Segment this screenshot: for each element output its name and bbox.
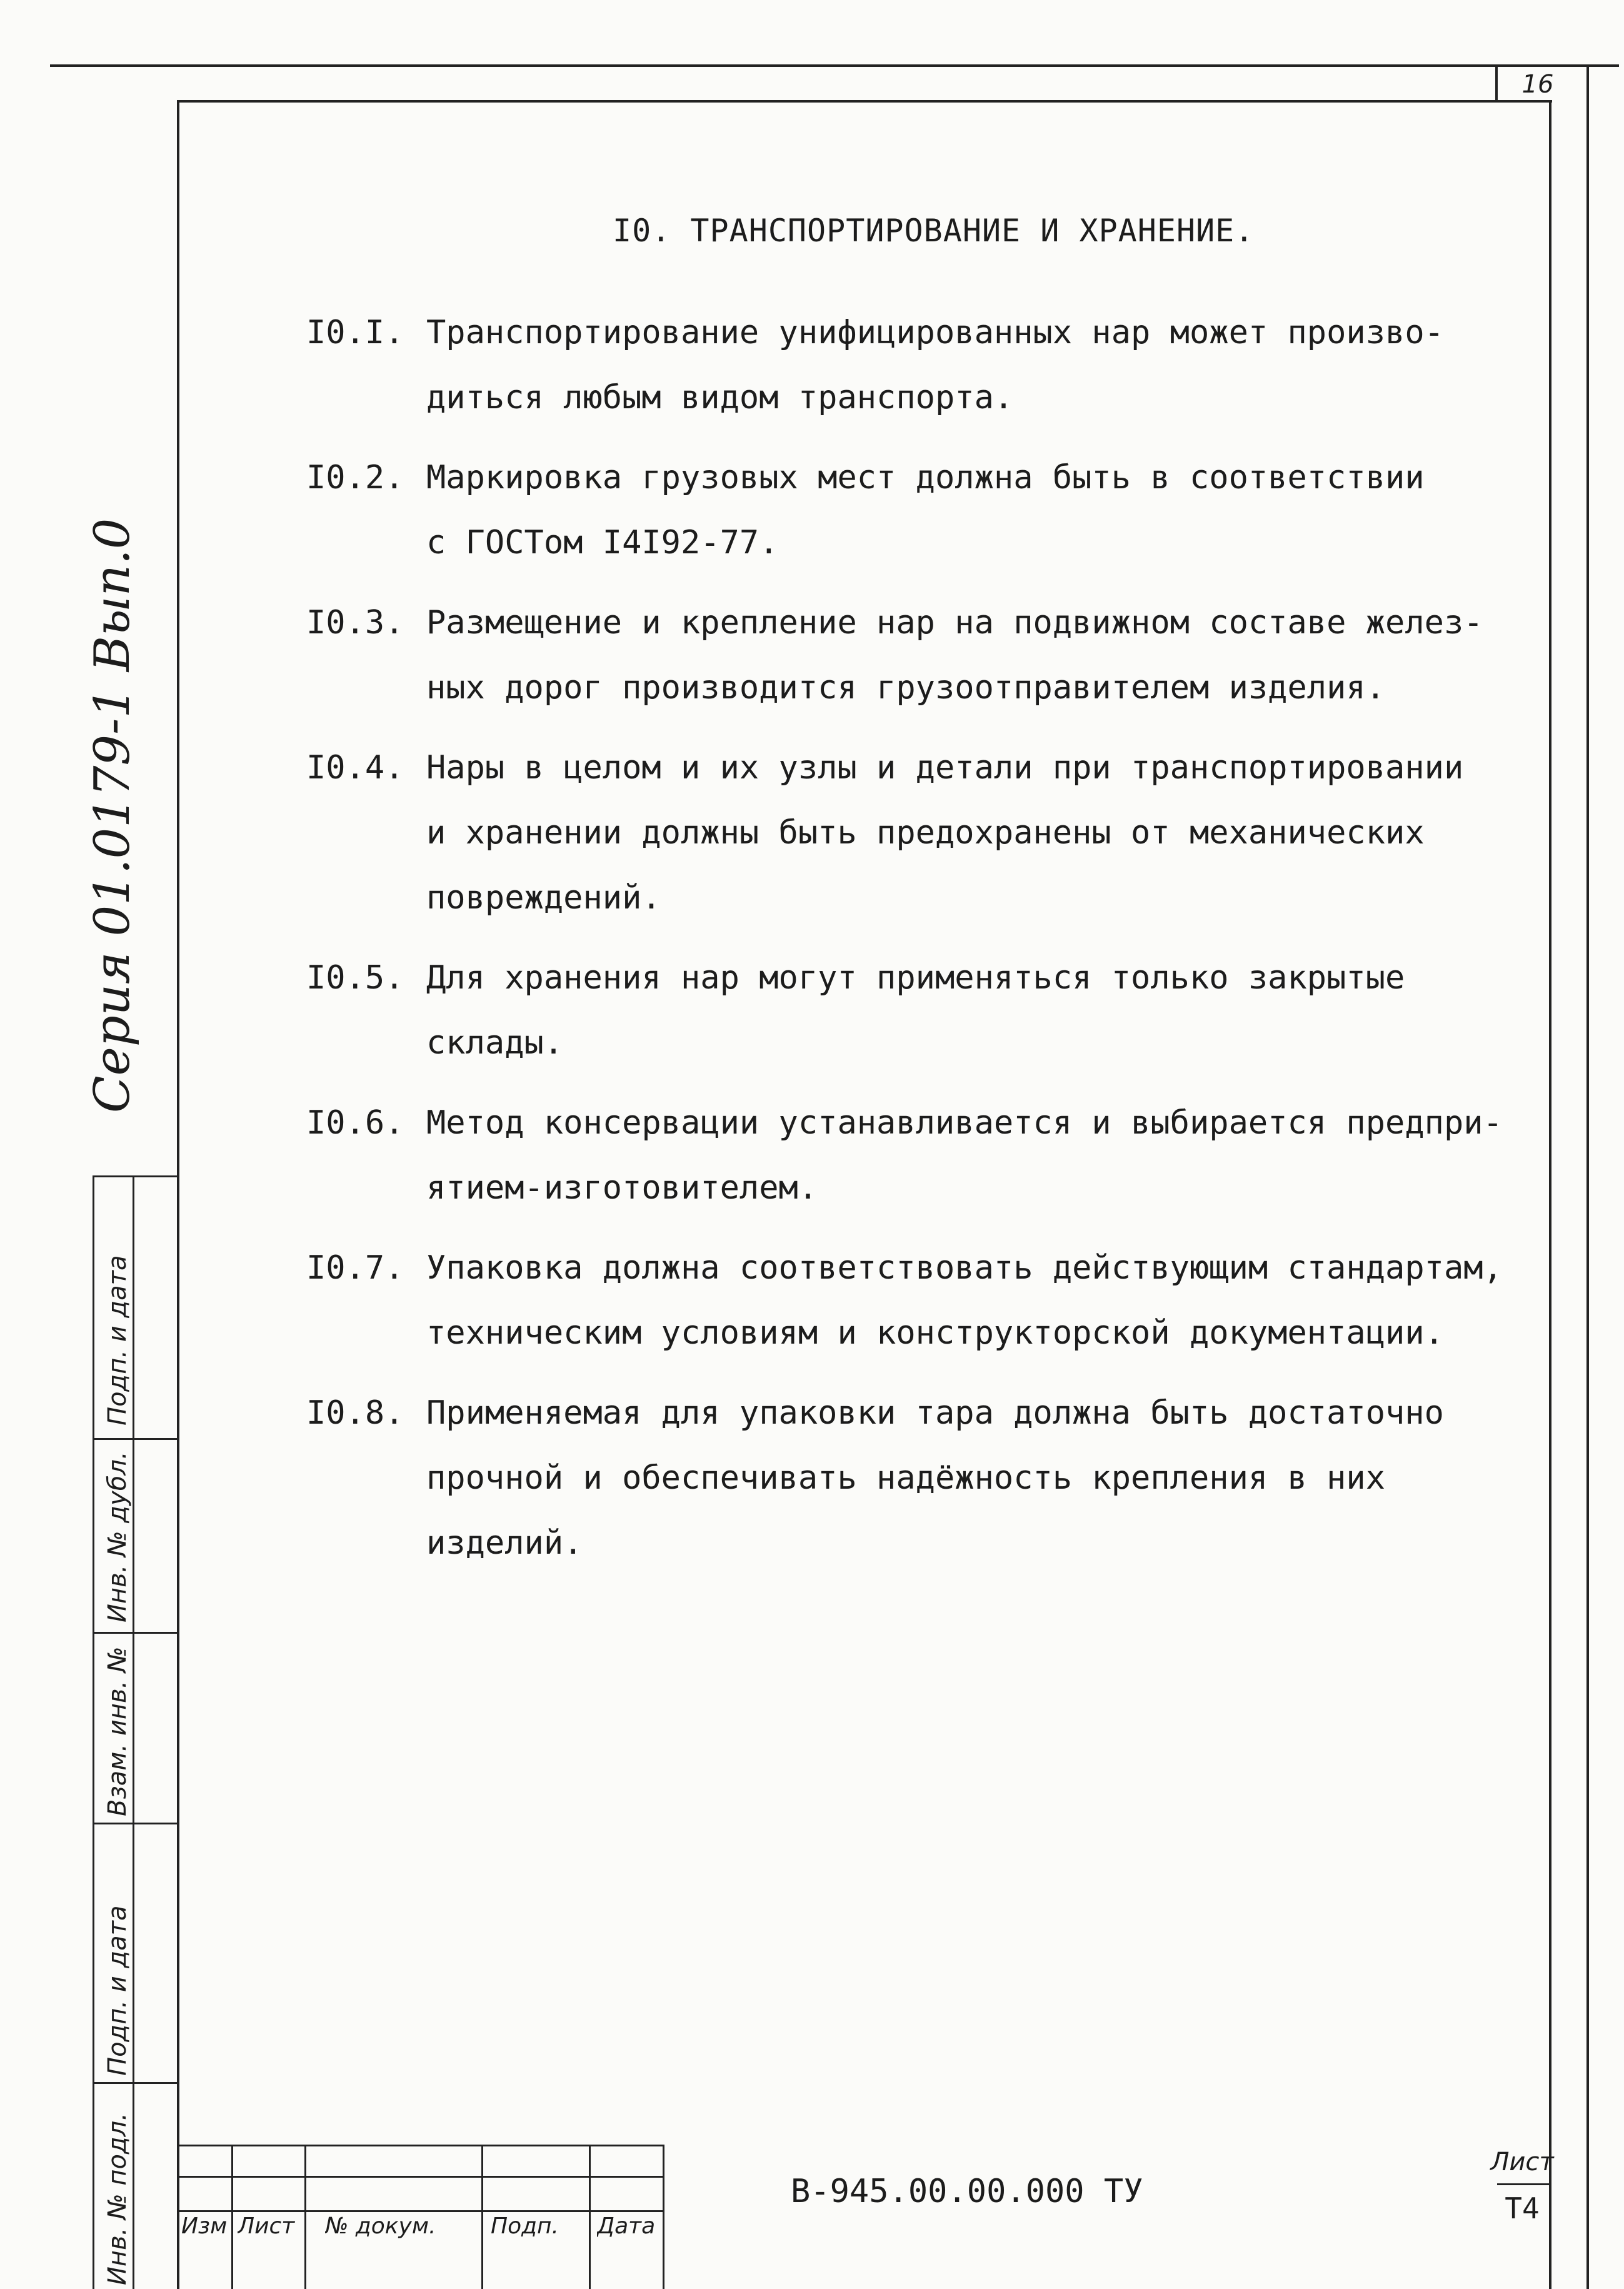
paragraph-line: ных дорог производится грузоотправителем изделия. [426, 669, 1386, 707]
frame-left [177, 100, 179, 2289]
tb-row-2 [177, 2210, 664, 2212]
paragraph-number: I0.5. [306, 959, 404, 997]
paragraph-line: Для хранения нар могут применяться только закрытые [426, 959, 1405, 997]
stamp-sep-3 [93, 1823, 178, 1824]
col-podp-label: Подп. [491, 2213, 559, 2239]
paragraph-line: Размещение и крепление нар на подвижном составе желез- [426, 604, 1483, 641]
paragraph-line: прочной и обеспечивать надёжность крепления в них [426, 1459, 1386, 1497]
paragraph-number: I0.8. [306, 1394, 404, 1432]
stamp-top [93, 1175, 178, 1177]
paragraph-line: с ГОСТом I4I92-77. [426, 524, 779, 561]
tb-col-4 [589, 2145, 591, 2289]
paragraph-number: I0.2. [306, 459, 404, 496]
paragraph-line: Метод консервации устанавливается и выбирается предпри- [426, 1104, 1503, 1142]
paragraph-line: Применяемая для упаковки тара должна быть достаточно [426, 1394, 1444, 1432]
tb-top [177, 2145, 664, 2146]
col-dokum-label: № докум. [325, 2213, 436, 2239]
paragraph-line: склады. [426, 1024, 564, 1062]
inv-podl-label: Инв. № подл. [103, 2113, 132, 2285]
paragraph-number: I0.4. [306, 749, 404, 787]
tb-list-divider [1497, 2183, 1550, 2185]
list-label: Лист [1490, 2148, 1554, 2176]
paragraph-line: Нары в целом и их узлы и детали при транспортировании [426, 749, 1464, 787]
paragraph-line: повреждений. [426, 879, 661, 917]
document-number: В-945.00.00.000 ТУ [791, 2173, 1143, 2210]
paragraph-number: I0.6. [306, 1104, 404, 1142]
stamp-sep-4 [93, 2082, 178, 2084]
series-label: Серия 01.0179-1 Вып.0 [84, 518, 141, 1113]
paragraph-line: Упаковка должна соответствовать действующим стандартам, [426, 1249, 1503, 1287]
tb-col-3 [481, 2145, 483, 2289]
paragraph-line: Транспортирование унифицированных нар может произво- [426, 314, 1444, 351]
inv-dubl-label: Инв. № дубл. [103, 1451, 132, 1622]
paragraph-line: диться любым видом транспорта. [426, 379, 1014, 416]
paragraph-line: техническим условиям и конструкторской документации. [426, 1314, 1444, 1352]
top-rule [50, 64, 1619, 67]
tb-row [177, 2176, 664, 2178]
paragraph-line: ятием-изготовителем. [426, 1169, 818, 1207]
tb-col-2 [304, 2145, 306, 2289]
tb-col-1 [231, 2145, 233, 2289]
list-number: Т4 [1505, 2191, 1540, 2225]
podp-i-data-label-2: Подп. и дата [103, 1905, 132, 2076]
section-title: I0. ТРАНСПОРТИРОВАНИЕ И ХРАНЕНИЕ. [613, 213, 1255, 249]
stamp-col-left [93, 1175, 94, 2289]
paragraph-line: Маркировка грузовых мест должна быть в соответствии [426, 459, 1425, 496]
col-list-label: Лист [238, 2213, 295, 2239]
paragraph-number: I0.7. [306, 1249, 404, 1287]
paragraph-number: I0.3. [306, 604, 404, 641]
paragraph-number: I0.I. [306, 314, 404, 351]
frame-top [177, 100, 1552, 103]
paragraph-line: изделий. [426, 1524, 583, 1562]
tb-col-5 [663, 2145, 664, 2289]
stamp-sep-1 [93, 1438, 178, 1440]
sheet-number: 16 [1521, 70, 1554, 99]
podp-i-data-label-1: Подп. и дата [103, 1255, 132, 1426]
col-data-label: Дата [597, 2213, 656, 2239]
paragraph-line: и хранении должны быть предохранены от механических [426, 814, 1425, 852]
vzam-inv-label: Взам. инв. № [103, 1646, 132, 1816]
sheet-box-left [1495, 67, 1498, 101]
col-izm-label: Изм [181, 2213, 228, 2239]
